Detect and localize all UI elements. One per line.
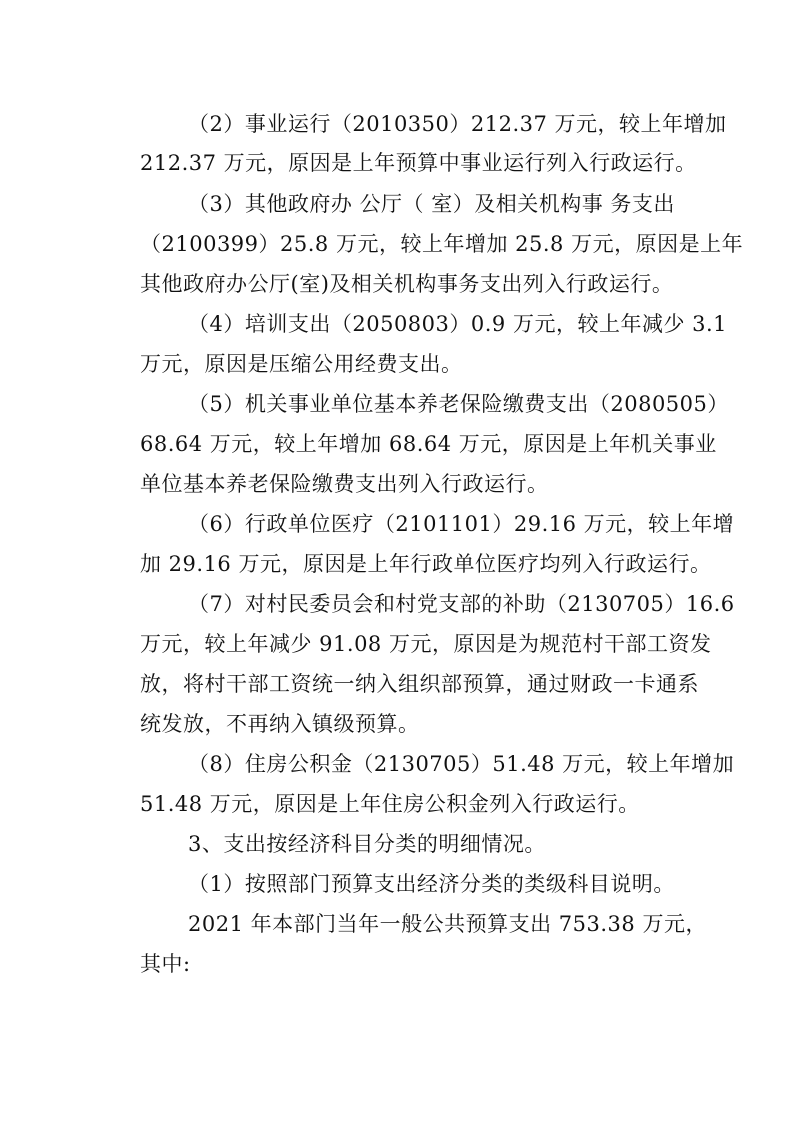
- text-line: 万元，较上年减少 91.08 万元，原因是为规范村干部工资发: [140, 632, 712, 656]
- text-line: （2）事业运行（2010350）212.37 万元，较上年增加: [188, 112, 727, 136]
- text-line: 68.64 万元，较上年增加 68.64 万元，原因是上年机关事业: [140, 432, 717, 456]
- text-line: 其中:: [140, 952, 191, 976]
- text-line: （8）住房公积金（2130705）51.48 万元，较上年增加: [188, 752, 735, 776]
- text-line: 2021 年本部门当年一般公共预算支出 753.38 万元，: [188, 912, 707, 936]
- text-line: （5）机关事业单位基本养老保险缴费支出（2080505）: [188, 392, 729, 416]
- text-line: （3）其他政府办 公厅（ 室）及相关机构事 务支出: [188, 192, 675, 216]
- text-line: 212.37 万元，原因是上年预算中事业运行列入行政运行。: [140, 151, 697, 175]
- text-line: （4）培训支出（2050803）0.9 万元，较上年减少 3.1: [188, 312, 728, 336]
- text-line: 万元，原因是压缩公用经费支出。: [140, 352, 463, 376]
- text-line: 单位基本养老保险缴费支出列入行政运行。: [140, 472, 549, 496]
- text-line: （2100399）25.8 万元，较上年增加 25.8 万元，原因是上年: [140, 232, 744, 256]
- text-line: 其他政府办公厅(室)及相关机构事务支出列入行政运行。: [140, 272, 674, 296]
- subsection-heading: （1）按照部门预算支出经济分类的类级科目说明。: [188, 872, 675, 896]
- text-line: （6）行政单位医疗（2101101）29.16 万元，较上年增: [188, 512, 735, 536]
- text-line: 加 29.16 万元，原因是上年行政单位医疗均列入行政运行。: [140, 552, 712, 576]
- text-line: （7）对村民委员会和村党支部的补助（2130705）16.6: [188, 592, 735, 616]
- section-heading: 3、支出按经济科目分类的明细情况。: [188, 832, 546, 856]
- text-line: 放，将村干部工资统一纳入组织部预算，通过财政一卡通系: [140, 672, 699, 696]
- text-line: 统发放，不再纳入镇级预算。: [140, 712, 420, 736]
- text-line: 51.48 万元，原因是上年住房公积金列入行政运行。: [140, 792, 640, 816]
